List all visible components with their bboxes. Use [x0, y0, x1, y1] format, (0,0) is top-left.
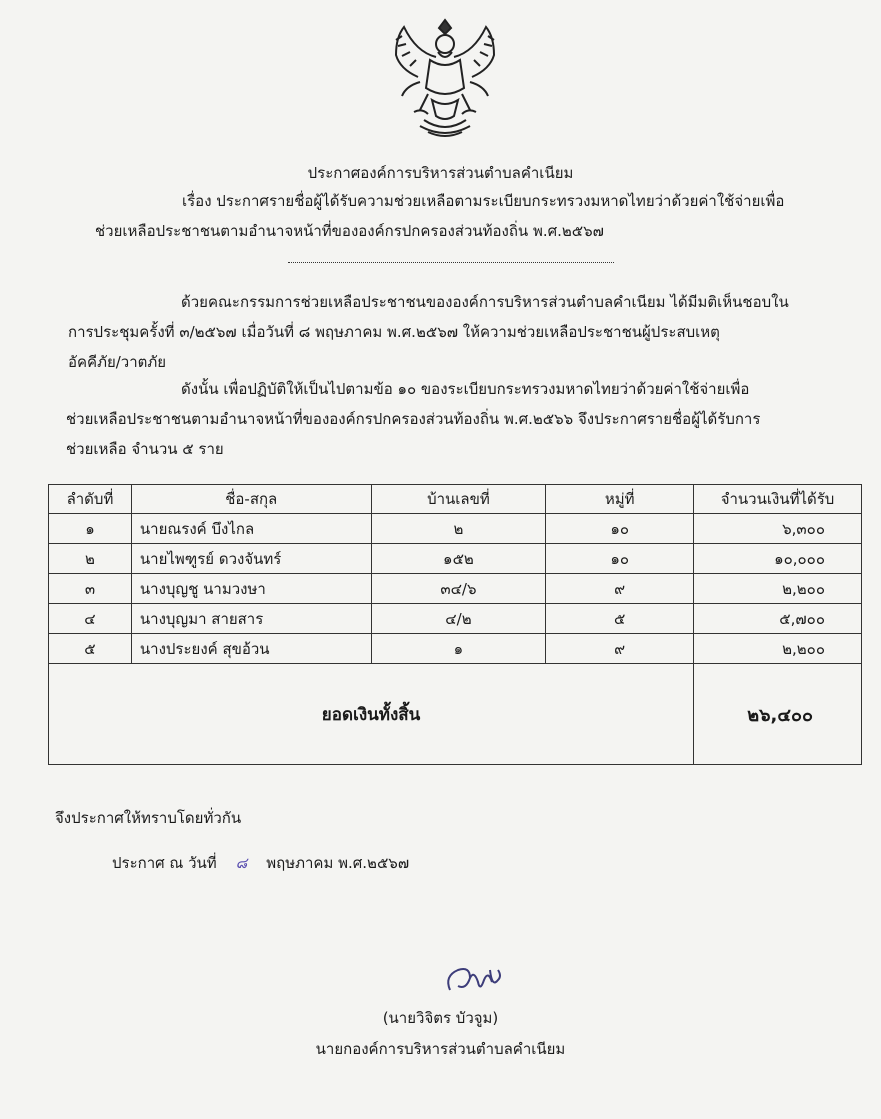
header-name: ชื่อ-สกุล [131, 485, 371, 514]
signer-name: (นายวิจิตร บัวจูม) [382, 1009, 499, 1027]
row-amount: ๒,๒๐๐ [694, 574, 862, 604]
row-name: นางประยงค์ สุขอ้วน [131, 634, 371, 664]
paragraph-2-line-1: ดังนั้น เพื่อปฏิบัติให้เป็นไปตามข้อ ๑๐ ของระเบียบกระทรวงมหาดไทยว่าด้วยค่าใช้จ่ายเพื่อ [181, 380, 750, 398]
paragraph-2-line-2: ช่วยเหลือประชาชนตามอำนาจหน้าที่ขององค์กรปกครองส่วนท้องถิ่น พ.ศ.๒๕๖๖ จึงประกาศรายชื่อผู้ได้รับการ [66, 410, 761, 428]
date-day: ๘ [235, 854, 248, 872]
announce-line: จึงประกาศให้ทราบโดยทั่วกัน [55, 809, 242, 827]
total-label: ยอดเงินทั้งสิ้น [49, 664, 694, 765]
row-name: นายณรงค์ บึงไกล [131, 514, 371, 544]
row-village: ๑๐ [546, 544, 694, 574]
dotted-divider [288, 262, 614, 263]
header-village: หมู่ที่ [546, 485, 694, 514]
table-row [49, 574, 862, 604]
announce-date [112, 851, 409, 875]
row-order: ๕ [49, 634, 132, 664]
table-row [49, 634, 862, 664]
row-house-number: ๓๔/๖ [371, 574, 546, 604]
date-prefix: ประกาศ ณ วันที่ [112, 854, 217, 872]
total-row [49, 664, 862, 765]
row-village: ๑๐ [546, 514, 694, 544]
row-house-number: ๑ [371, 634, 546, 664]
row-amount: ๕,๗๐๐ [694, 604, 862, 634]
paragraph-1-line-1: ด้วยคณะกรรมการช่วยเหลือประชาชนขององค์การบริหารส่วนตำบลคำเนียม ได้มีมติเห็นชอบใน [181, 293, 789, 311]
paragraph-1-line-2: การประชุมครั้งที่ ๓/๒๕๖๗ เมื่อวันที่ ๘ พฤษภาคม พ.ศ.๒๕๖๗ ให้ความช่วยเหลือประชาชนผู้ประสบเหตุ [68, 323, 720, 341]
row-village: ๙ [546, 634, 694, 664]
row-house-number: ๒ [371, 514, 546, 544]
garuda-emblem-icon [380, 12, 510, 140]
header-order: ลำดับที่ [49, 485, 132, 514]
table-row [49, 604, 862, 634]
row-house-number: ๔/๒ [371, 604, 546, 634]
row-village: ๙ [546, 574, 694, 604]
row-amount: ๒,๒๐๐ [694, 634, 862, 664]
header-amount: จำนวนเงินที่ได้รับ [694, 485, 862, 514]
paragraph-2-line-3: ช่วยเหลือ จำนวน ๕ ราย [66, 440, 224, 458]
signature-scribble [440, 960, 510, 1000]
total-amount: ๒๖,๔๐๐ [694, 664, 862, 765]
signer-title: นายกองค์การบริหารส่วนตำบลคำเนียม [315, 1040, 566, 1058]
row-order: ๑ [49, 514, 132, 544]
paragraph-1-line-3: อัคคีภัย/วาตภัย [68, 353, 167, 371]
table-row [49, 544, 862, 574]
row-village: ๕ [546, 604, 694, 634]
recipient-table [48, 484, 862, 765]
row-order: ๒ [49, 544, 132, 574]
subject-line-2: ช่วยเหลือประชาชนตามอำนาจหน้าที่ขององค์กรปกครองส่วนท้องถิ่น พ.ศ.๒๕๖๗ [95, 222, 604, 240]
row-amount: ๑๐,๐๐๐ [694, 544, 862, 574]
table-header-row [49, 485, 862, 514]
table-row [49, 514, 862, 544]
row-order: ๔ [49, 604, 132, 634]
row-house-number: ๑๕๒ [371, 544, 546, 574]
row-name: นางบุญชู นามวงษา [131, 574, 371, 604]
row-order: ๓ [49, 574, 132, 604]
issuer-line: ประกาศองค์การบริหารส่วนตำบลคำเนียม [307, 164, 574, 182]
row-amount: ๖,๓๐๐ [694, 514, 862, 544]
date-suffix: พฤษภาคม พ.ศ.๒๕๖๗ [266, 854, 410, 872]
row-name: นายไพฑูรย์ ดวงจันทร์ [131, 544, 371, 574]
header-house-number: บ้านเลขที่ [371, 485, 546, 514]
subject-line-1: เรื่อง ประกาศรายชื่อผู้ได้รับความช่วยเหลือตามระเบียบกระทรวงมหาดไทยว่าด้วยค่าใช้จ่ายเพื่อ [182, 192, 785, 210]
row-name: นางบุญมา สายสาร [131, 604, 371, 634]
